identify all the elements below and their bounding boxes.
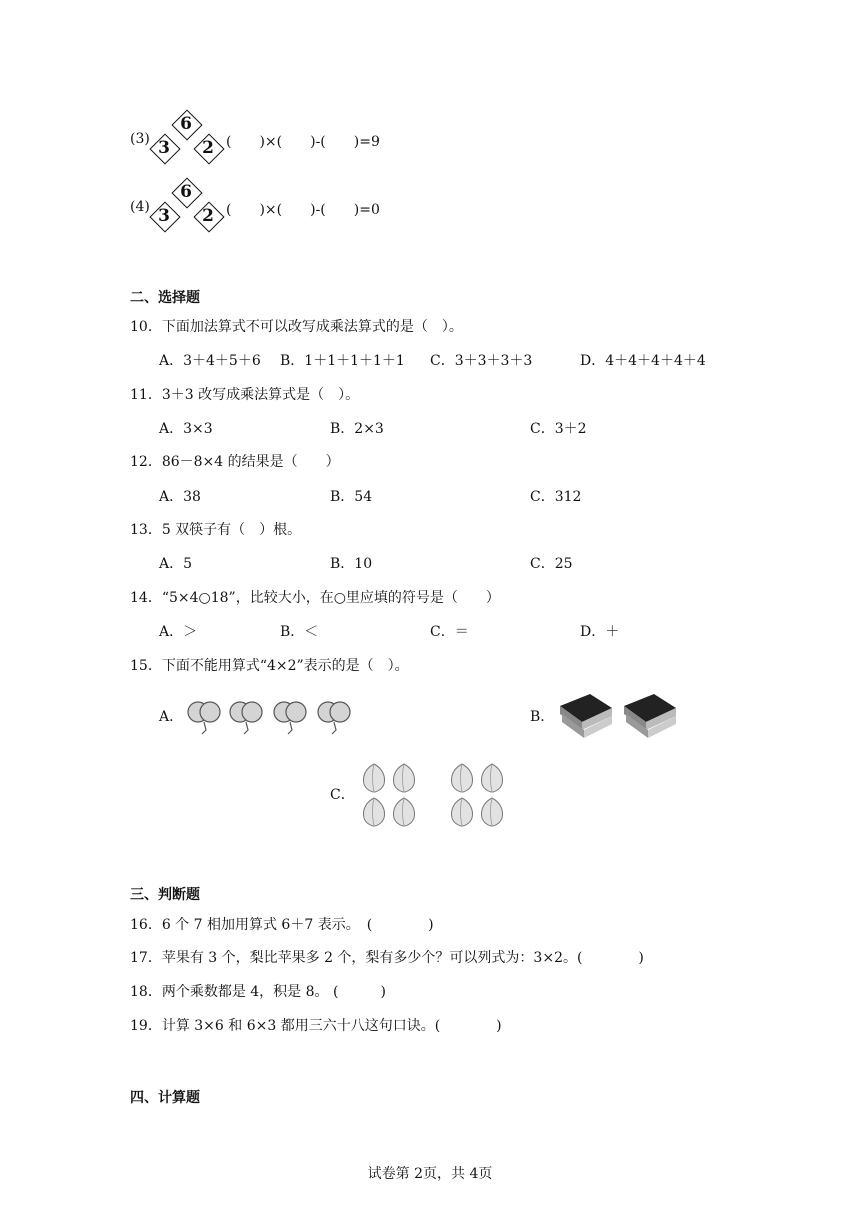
q12-option-a: A．38	[159, 489, 201, 505]
q10-option-b: B．1＋1＋1＋1＋1	[280, 353, 405, 369]
q16-item: 16．6 个 7 相加用算式 6＋7 表示。 ( )	[130, 917, 434, 933]
q14-option-a: A．＞	[159, 624, 198, 640]
q14-option-d: D．＋	[580, 624, 620, 640]
q12-option-c: C．312	[530, 489, 582, 505]
q3-label: (3)	[130, 131, 150, 147]
q11-stem: 11．3＋3 改写成乘法算式是（ ）。	[130, 387, 360, 403]
q4-right-number: 2	[202, 206, 214, 226]
q4-top-number: 6	[180, 182, 192, 202]
q10-option-d: D．4＋4＋4＋4＋4	[580, 353, 706, 369]
balloon-bunches-image	[186, 696, 358, 736]
q10-stem: 10．下面加法算式不可以改写成乘法算式的是（ ）。	[130, 319, 463, 335]
q11-option-c: C．3＋2	[530, 421, 587, 437]
q12-option-b: B．54	[330, 489, 373, 505]
book-stacks-image	[556, 688, 682, 740]
q12-stem: 12．86－8×4 的结果是（ ）	[130, 454, 340, 470]
q3-diamond-figure	[146, 108, 226, 164]
q13-stem: 13．5 双筷子有（ ）根。	[130, 522, 302, 538]
q4-diamond-figure	[146, 176, 226, 232]
q10-option-c: C．3＋3＋3＋3	[430, 353, 533, 369]
q4-left-number: 3	[158, 206, 170, 226]
q14-option-b: B．＜	[280, 624, 319, 640]
peach-groups-image	[360, 760, 518, 830]
page-footer: 试卷第 2页，共 4页	[367, 1166, 493, 1182]
q11-option-a: A．3×3	[159, 421, 213, 437]
q15-stem: 15．下面不能用算式“4×2”表示的是（ ）。	[130, 658, 409, 674]
section3-title: 三、判断题	[130, 887, 200, 903]
q3-expression: ( )×( )-( )=9	[226, 134, 380, 150]
q3-top-number: 6	[180, 114, 192, 134]
q17-item: 17．苹果有 3 个，梨比苹果多 2 个，梨有多少个？可以列式为：3×2。( )	[130, 950, 644, 966]
q13-option-b: B．10	[330, 556, 373, 572]
q3-right-number: 2	[202, 138, 214, 158]
q18-item: 18．两个乘数都是 4，积是 8。 ( )	[130, 984, 386, 1000]
q14-option-c: C．＝	[430, 624, 469, 640]
section4-title: 四、计算题	[130, 1090, 200, 1106]
q4-expression: ( )×( )-( )=0	[226, 202, 380, 218]
q15-option-a: A．	[159, 709, 184, 725]
section2-title: 二、选择题	[130, 290, 200, 306]
q15-option-b: B．	[530, 709, 555, 725]
q15-option-c: C．	[330, 787, 355, 803]
q19-item: 19．计算 3×6 和 6×3 都用三六十八这句口诀。( )	[130, 1018, 502, 1034]
q13-option-c: C．25	[530, 556, 573, 572]
q3-left-number: 3	[158, 138, 170, 158]
q14-stem: 14．“5×4○18”，比较大小，在○里应填的符号是（ ）	[130, 590, 500, 606]
q11-option-b: B．2×3	[330, 421, 384, 437]
q13-option-a: A．5	[159, 556, 193, 572]
q10-option-a: A．3＋4＋5＋6	[159, 353, 261, 369]
q4-label: (4)	[130, 199, 150, 215]
